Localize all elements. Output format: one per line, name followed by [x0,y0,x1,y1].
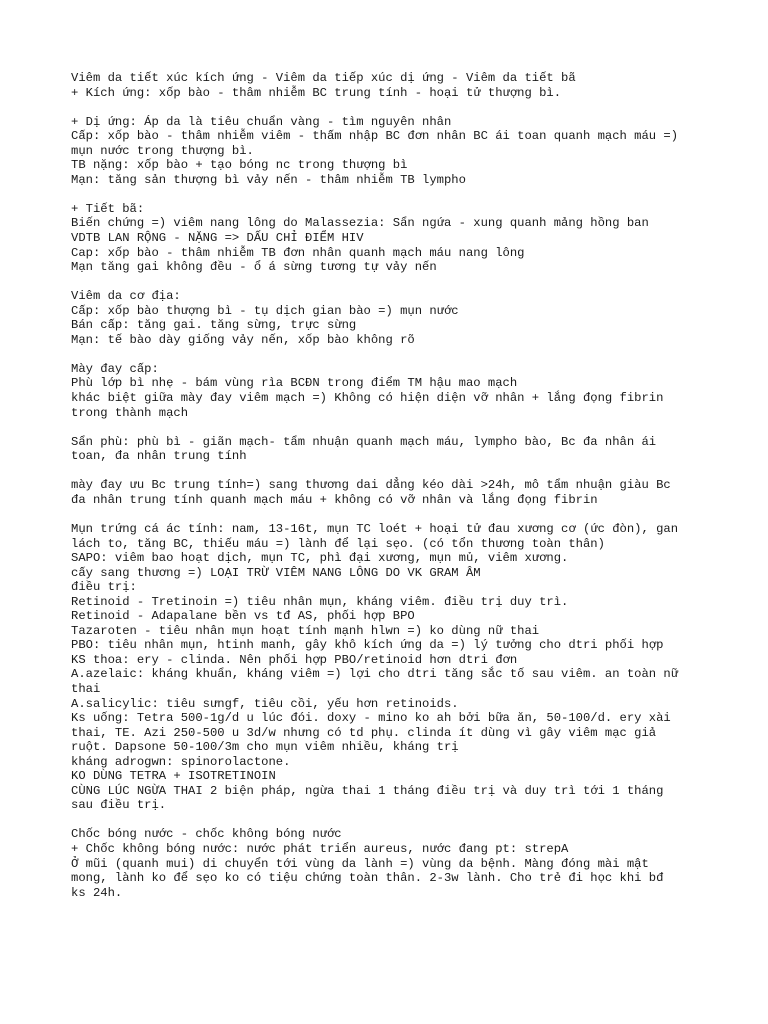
text-line: điều trị: [71,580,137,595]
text-line: Mày đay cấp: [71,361,159,376]
text-line: KS thoa: ery - clinda. Nên phối hợp PBO/retinoid hơn dtri đơn [71,652,518,667]
text-line: mong, lành ko để sẹo ko có tiệu chứng toàn thân. 2-3w lành. Cho trẻ đi học khi bđ [71,871,664,886]
blank-line [71,347,711,362]
text-line: trong thành mạch [71,405,189,420]
text-line: Mạn: tế bào dày giống vảy nến, xốp bào không rõ [71,332,415,347]
text-line: A.salicylic: tiêu sưngf, tiêu cồi, yếu hơn retinoids. [71,696,459,711]
text-line: Viêm da cơ địa: [71,289,181,304]
text-line: Mạn tăng gai không đều - ổ á sừng tương tự vảy nến [71,260,437,275]
text-line: kháng adrogwn: spinorolactone. [71,754,291,769]
text-line: Tazaroten - tiêu nhân mụn hoạt tính mạnh hlwn =) ko dùng nữ thai [71,623,540,638]
text-line: + Dị ứng: Áp da là tiêu chuẩn vàng - tìm nguyên nhân [71,114,452,129]
text-line: A.azelaic: kháng khuẩn, kháng viêm =) lợi cho dtri tăng sắc tố sau viêm. an toàn nữ [71,667,679,682]
text-line: lách to, tăng BC, thiếu máu =) lành để lại sẹo. (có tổn thương toàn thân) [71,536,605,551]
text-line: Ở mũi (quanh mui) di chuyển tới vùng da lành =) vùng da bệnh. Màng đóng mài mật [71,856,649,871]
text-line: toan, đa nhân trung tính [71,449,247,464]
text-line: SAPO: viêm bao hoạt dịch, mụn TC, phì đại xương, mụn mủ, viêm xương. [71,551,569,566]
blank-line [71,813,711,828]
text-line: Ks uống: Tetra 500-1g/d u lúc đói. doxy - mino ko ah bởi bữa ăn, 50-100/d. ery xài [71,711,671,726]
text-line: thai [71,681,101,696]
text-line: cấy sang thương =) LOẠI TRỪ VIÊM NANG LÔNG DO VK GRAM ÂM [71,565,481,580]
text-line: khác biệt giữa mày đay viêm mạch =) Không có hiện diện vỡ nhân + lắng đọng fibrin [71,391,664,406]
text-line: Mụn trứng cá ác tính: nam, 13-16t, mụn TC loét + hoại tử đau xương cơ (ức đòn), gan [71,521,679,536]
text-line: Mạn: tăng sản thượng bì vảy nến - thâm nhiễm TB lympho [71,172,466,187]
text-line: Biến chứng =) viêm nang lông do Malassezia: Sẩn ngứa - xung quanh mảng hồng ban [71,216,649,231]
blank-line [71,420,711,435]
text-line: KO DÙNG TETRA + ISOTRETINOIN [71,769,276,784]
text-line: + Kích ứng: xốp bào - thâm nhiễm BC trung tính - hoại tử thượng bì. [71,85,562,100]
text-line: TB nặng: xốp bào + tạo bóng nc trong thượng bì [71,158,408,173]
blank-line [71,100,711,115]
blank-line [71,464,711,479]
text-line: + Chốc không bóng nước: nước phát triển aureus, nước đang pt: strepA [71,841,569,856]
text-line: Sẩn phù: phù bì - giãn mạch- tẩm nhuận quanh mạch máu, lympho bào, Bc đa nhân ái [71,434,657,449]
text-line: Retinoid - Tretinoin =) tiêu nhân mụn, kháng viêm. điều trị duy trì. [71,594,569,609]
text-line: ks 24h. [71,885,123,900]
blank-line [71,187,711,202]
blank-line [71,507,711,522]
text-line: mụn nước trong thượng bì. [71,143,254,158]
text-line: Viêm da tiết xúc kích ứng - Viêm da tiếp xúc dị ứng - Viêm da tiết bã [71,71,576,85]
text-line: thai, TE. Azi 250-500 u 3d/w nhưng có td phụ. clinda ít dùng vì gây viêm mạc giả [71,725,657,740]
text-line: Chốc bóng nước - chốc không bóng nước [71,827,342,842]
text-line: Cap: xốp bào - thâm nhiễm TB đơn nhân quanh mạch máu nang lông [71,245,525,260]
text-line: Cấp: xốp bào thượng bì - tụ dịch gian bào =) mụn nước [71,303,459,318]
text-line: VDTB LAN RỘNG - NẶNG => DẤU CHỈ ĐIỂM HIV [71,231,364,246]
document-body [71,71,711,900]
text-line: Phù lớp bì nhẹ - bám vùng rìa BCĐN trong điểm TM hậu mao mạch [71,376,518,391]
text-line: mày đay ưu Bc trung tính=) sang thương dai dẳng kéo dài >24h, mô tẩm nhuận giàu Bc [71,478,671,493]
text-line: Bán cấp: tăng gai. tăng sừng, trực sừng [71,318,357,333]
text-line: PBO: tiêu nhân mụn, htinh manh, gây khô kích ứng da =) lý tưởng cho dtri phối hợp [71,638,664,653]
text-line: Retinoid - Adapalane bền vs tđ AS, phối hợp BPO [71,609,415,624]
text-line: + Tiết bã: [71,201,145,216]
text-line: ruột. Dapsone 50-100/3m cho mụn viêm nhiều, kháng trị [71,740,459,755]
blank-line [71,275,711,290]
text-line: CÙNG LÚC NGỪA THAI 2 biện pháp, ngừa thai 1 tháng điều trị và duy trì tới 1 tháng [71,783,664,798]
text-line: đa nhân trung tính quanh mạch máu + không có vỡ nhân và lắng đọng fibrin [71,492,598,507]
text-line: sau điều trị. [71,798,167,813]
text-line: Cấp: xốp bào - thâm nhiễm viêm - thấm nhập BC đơn nhân BC ái toan quanh mạch máu =) [71,129,679,144]
